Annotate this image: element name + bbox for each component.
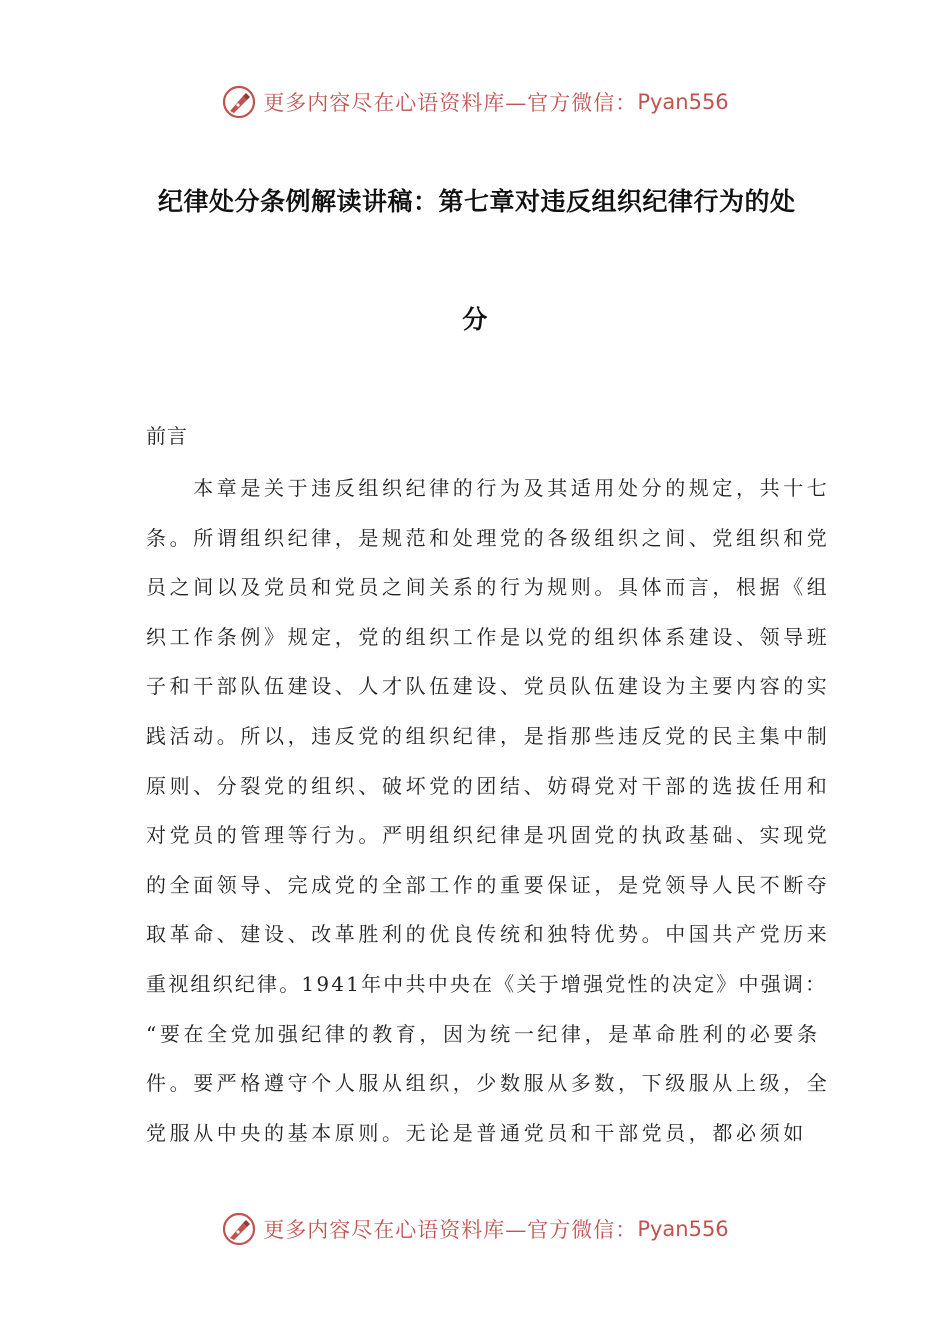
body-line: 的全面领导、完成党的全部工作的重要保证，是党领导人民不断夺: [146, 872, 831, 897]
body-line: “要在全党加强纪律的教育，因为统一纪律，是革命胜利的必要条: [146, 1021, 821, 1046]
wechat-id: Pyan556: [637, 1217, 729, 1241]
body-line: 践活动。所以，违反党的组织纪律，是指那些违反党的民主集中制: [146, 723, 831, 748]
body-paragraph: [146, 464, 831, 1158]
body-line: 子和干部队伍建设、人才队伍建设、党员队伍建设为主要内容的实: [146, 674, 831, 699]
wechat-id: Pyan556: [637, 90, 729, 114]
banner-text: 更多内容尽在心语资料库—官方微信：: [263, 91, 638, 115]
body-line: 重视组织纪律。1941年中共中央在《关于增强党性的决定》中强调：: [146, 971, 828, 996]
body-line: 员之间以及党员和党员之间关系的行为规则。具体而言，根据《组: [146, 575, 831, 600]
document-title-line-2: 分: [462, 305, 488, 334]
document-title-line-1: 纪律处分条例解读讲稿：第七章对违反组织纪律行为的处: [158, 187, 796, 216]
body-line: 取革命、建设、改革胜利的优良传统和独特优势。中国共产党历来: [146, 922, 831, 947]
body-line: 本章是关于违反组织纪律的行为及其适用处分的规定，共十七: [146, 476, 831, 500]
body-line: 对党员的管理等行为。严明组织纪律是巩固党的执政基础、实现党: [146, 823, 831, 848]
body-line: 条。所谓组织纪律，是规范和处理党的各级组织之间、党组织和党: [146, 525, 831, 550]
section-heading: 前言: [146, 424, 188, 448]
body-line: 原则、分裂党的组织、破坏党的团结、妨碍党对干部的选拔任用和: [146, 773, 831, 798]
banner-text: 更多内容尽在心语资料库—官方微信：: [263, 1218, 638, 1242]
body-line: 织工作条例》规定，党的组织工作是以党的组织体系建设、领导班: [146, 624, 831, 649]
pen-nib-logo-icon: [221, 84, 257, 120]
body-line: 件。要严格遵守个人服从组织，少数服从多数，下级服从上级，全: [146, 1071, 831, 1096]
body-line: 党服从中央的基本原则。无论是普通党员和干部党员，都必须如: [146, 1120, 807, 1145]
footer-banner: [0, 1209, 950, 1249]
header-banner: [0, 82, 950, 122]
pen-nib-logo-icon: [221, 1211, 257, 1247]
